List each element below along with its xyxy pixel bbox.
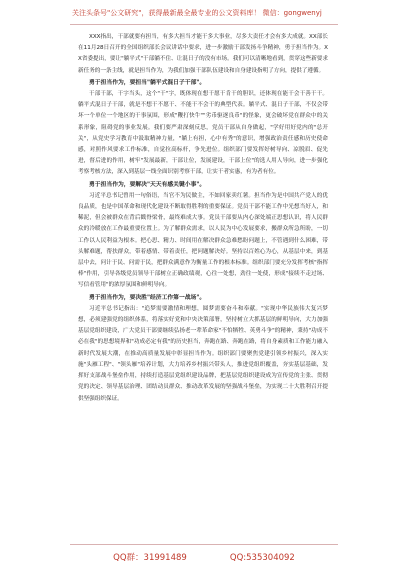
body-paragraph: XXX指出，干部就要有担当，有多大担当才能干多大事业，尽多大责任才会有多大成就。XX部长在11月28日召开的全国组织部长会议讲话中要求，进一步激励干部发扬斗争精神，勇于担当作为。XX省委提出，要让"躺平式"干部躺不住、让混日子的没有市场。我们可以清晰地看到，贯穿这些新要求新任务的一条主线，就是担当作为，为我们加强干部队伍建设和自身建设指明了方向，提供了遵循。 bbox=[78, 34, 328, 74]
body-paragraph: 干部干部，干字当头，这个"干"字，既体现在想干愿干肯干的胆识，还体现在能干会干善干干。躺平式混日子干部，就是不想干不愿干、不能干不会干的典型代表。躺平式、混日子干部，不仅会带坏一个单位一个地区的干事氛围，形成"鞭打快牛""劣币驱逐良币"的怪象，更会破坏党在群众中的关系形象，阻碍党的事业发展。我们要严肃深刻反思，党员干部从自身做起，"学好用好党内的"总开关"，从党史学习教育中汲取精神力量，"躺上有担，心中有秀"的意识，增强政治责任感和历史使命感，对照作风要求工作标准，自觉拉高标杆，争先进位。组织部门要发挥好树导向、凉脱眉、促先进，督后进的作用，树牢"发展最新，干部让位，发展建设，干部上位"的选人用人导向，进一步强化考察考核方法，深入到基层一线全面识别考察干部，让实干者实惠，有为者有位。 bbox=[78, 91, 328, 176]
body-paragraph: 习近平总书记曾用一句俗语，当官不为民做主，不如回家卖红薯。担当作为是中国共产党人的优良品质，也是中国革命和现代化建设不断取得胜利的重要保证。党员干部不能工作中光想当好人，和稀泥，但会被群众在背后戳脊梁骨，最终难成大事。党员干部要从内心深处端正思想认识，将人民群众的冷暖放在工作最重要位置上。为了解群众需求，以人民为中心发展要求，搬群众所急所盼，一切工作以人民利益为根本。把心思、精力、时间用在解决群众急难愁盼问题上，不管遇到什么困难，带头解难题，帮扶群众，带着感情、带着责任，把问题解决好。坚持以百姓心为心，从基层中来，到基层中去，问计于民、问需于民，把群众满意作为衡量工作的根本标准。组织部门要充分发挥考核"指挥棒"作用，引导各级党员领导干部树立正确政绩观，心往一处想，劲往一处使，形成"接续不走过场、写信看管用"的浓厚氛围和鲜明导向。 bbox=[78, 192, 328, 289]
footer-qq-number: QQ:535304092 bbox=[229, 553, 295, 563]
footer-qq-group: QQ群：31991489 bbox=[113, 553, 187, 563]
page-header bbox=[70, 6, 338, 25]
page-footer bbox=[70, 544, 338, 563]
section-heading: 勇于担当作为，要担当"躺平式混日子干部"。 bbox=[89, 79, 206, 86]
section-heading: 勇于担当作为，要决胜"经济工作第一战场"。 bbox=[89, 294, 206, 301]
section-heading: 勇于担当作为，要解决"天天有感关键小事"。 bbox=[89, 181, 206, 188]
header-banner-text: 关注头条号"公文研究"，获得最新最全最专业的公文资料库！ 微信：gongwenyj bbox=[72, 9, 322, 17]
document-body bbox=[78, 32, 328, 405]
body-paragraph: 习近平总书记指出："追梦需要激情和理想，圆梦需要奋斗和奉献。"实现中华民族伟大复兴梦想，必须建强党的组织体系，将落实好党和中央决策部署，坚持树立大抓基层的鲜明导向，大力加强基层党组织建设，广大党员干部要继续弘扬老一辈革命家"不怕牺牲、英勇斗争"的精神，秉持"功成不必在我"的思想境界和"功成必定有我"的历史担当，奔跑在路、奔跑在路，将自身素质和工作能力融入新时代发展大潮，在推动高质量发展中彰显担当作为。组织部门要聚焦党建引领乡村振兴，深入实施"头雁工程"、"领头雁"培养计划，大力培养乡村振兴带头人，推进党组织覆盖，夯实基层基础，发挥好支部战斗堡垒作用，持续打造基层党组织建设品牌，把基层党组织建设成为宣传党的主张、贯彻党的决定、领导基层治理、团结动员群众、推动改革发展的坚强战斗堡垒，为实现二十大胜利召开提供坚强组织保证。 bbox=[78, 305, 328, 402]
